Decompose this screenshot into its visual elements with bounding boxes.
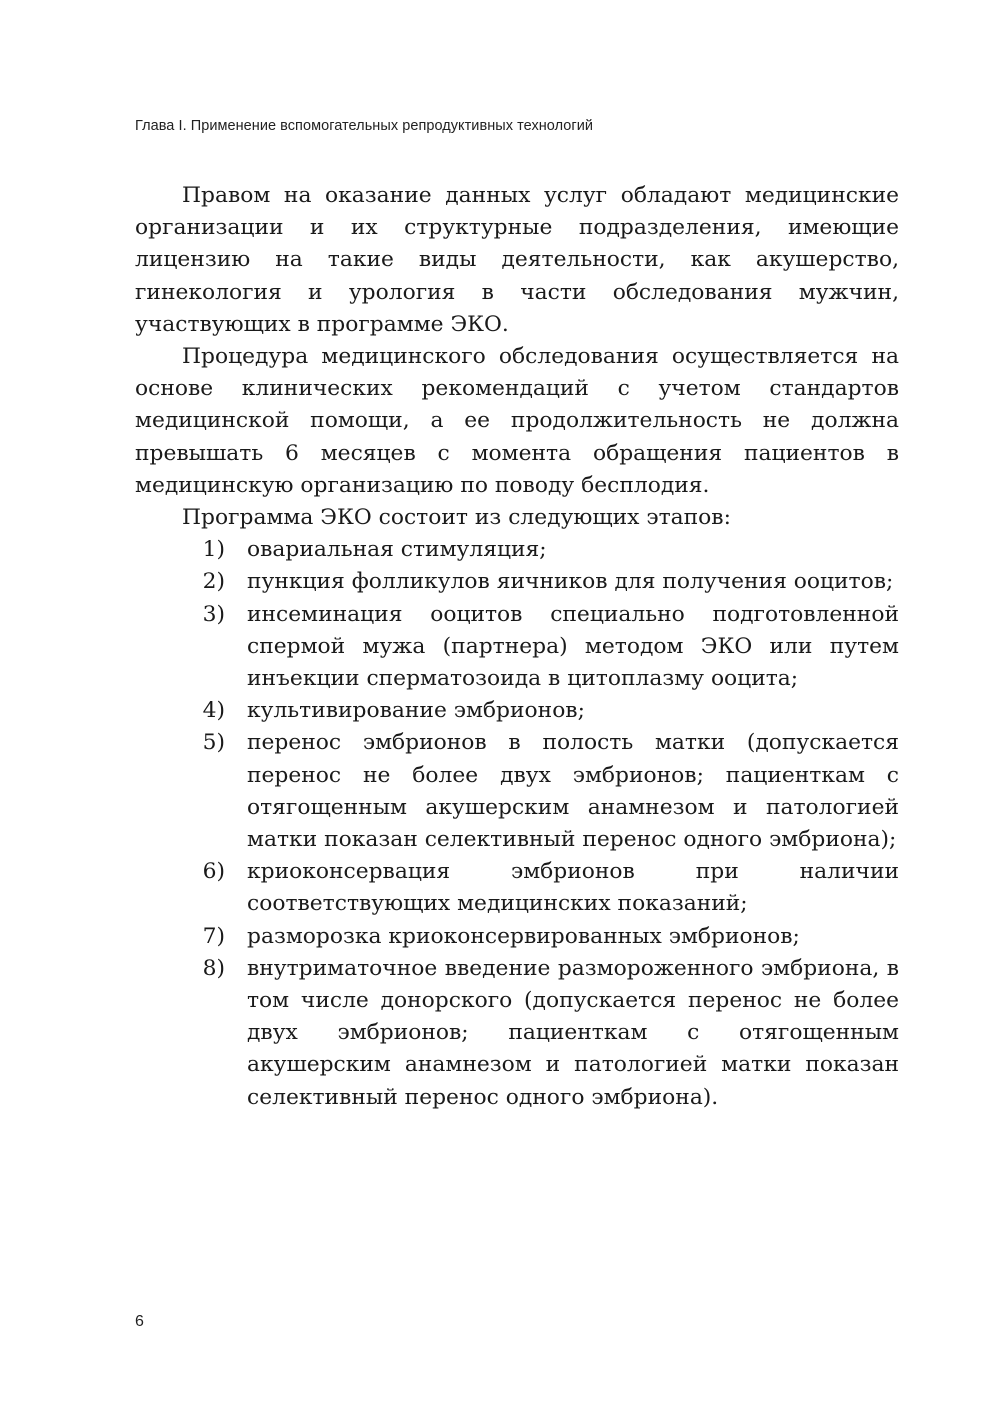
- paragraph-examination: Процедура медицинского обследования осуществляется на основе клинических рекомендаций с учетом стандартов медицинской помощи, а ее продолжительность не должна превышать 6 месяцев с момента обращения пациентов в медицинскую организацию по поводу бесплодия.: [135, 344, 899, 498]
- running-header: Глава I. Применение вспомогательных репродуктивных технологий: [135, 118, 594, 134]
- list-item-text: пункция фолликулов яичников для получения ооцитов;: [247, 569, 894, 595]
- list-item: [135, 695, 899, 727]
- list-item-number: 2): [202, 569, 225, 595]
- list-item: [135, 953, 899, 1114]
- list-item: [135, 727, 899, 856]
- list-item-number: 6): [202, 859, 225, 885]
- list-item-number: 3): [202, 601, 225, 627]
- list-item-number: 4): [202, 698, 225, 724]
- paragraph-program-intro: Программа ЭКО состоит из следующих этапов:: [182, 505, 731, 531]
- list-item: [135, 856, 899, 920]
- paragraph-license: Правом на оказание данных услуг обладают медицинские организации и их структурные подразделения, имеющие лицензию на такие виды деятельности, как акушерство, гинекология и урология в части обследования мужчин, участвующих в программе ЭКО.: [135, 183, 899, 337]
- list-item-text: овариальная стимуляция;: [247, 537, 547, 563]
- list-item-text: инсеминация ооцитов специально подготовленной спермой мужа (партнера) методом ЭКО или путем инъекции сперматозоида в цитоплазму ооцита;: [247, 601, 899, 692]
- list-item-text: перенос эмбрионов в полость матки (допускается перенос не более двух эмбрионов; пациенткам с отягощенным акушерским анамнезом и патологией матки показан селективный перенос одного эмбриона);: [247, 730, 899, 853]
- list-item-text: культивирование эмбрионов;: [247, 698, 585, 724]
- list-item: [135, 566, 899, 598]
- list-item-number: 5): [202, 730, 225, 756]
- list-item-text: внутриматочное введение размороженного эмбриона, в том числе донорского (допускается перенос не более двух эмбрионов; пациенткам с отягощенным акушерским анамнезом и патологией матки показан селективный перенос одного эмбриона).: [247, 955, 899, 1110]
- list-item-number: 8): [202, 955, 225, 981]
- list-item-number: 7): [202, 923, 225, 949]
- list-item: [135, 599, 899, 696]
- list-item-text: криоконсервация эмбрионов при наличии соответствующих медицинских показаний;: [247, 859, 899, 917]
- list-item-number: 1): [202, 537, 225, 563]
- page-body: [135, 180, 899, 1114]
- list-item-text: разморозка криоконсервированных эмбрионов;: [247, 923, 800, 949]
- list-item: [135, 534, 899, 566]
- eco-steps-list: [135, 534, 899, 1114]
- list-item: [135, 921, 899, 953]
- page-number: 6: [135, 1313, 144, 1330]
